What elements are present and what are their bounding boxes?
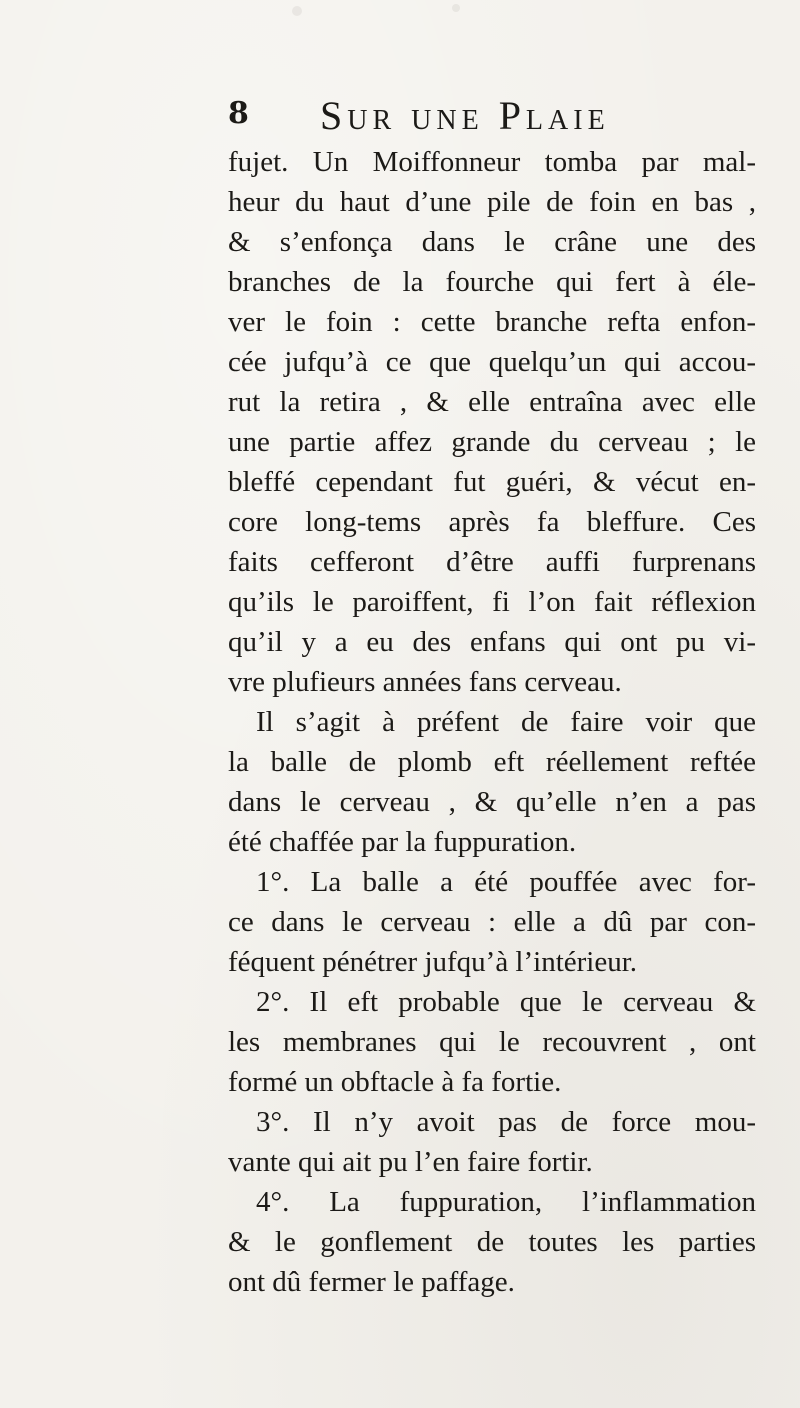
paper-smudge bbox=[292, 6, 302, 16]
text-line: 2°. Il eft probable que le cerveau & bbox=[256, 986, 756, 1018]
text-line: la balle de plomb eft réellement reftée bbox=[228, 746, 756, 778]
text-line: dans le cerveau , & qu’elle n’en a pas bbox=[228, 786, 756, 818]
page-header bbox=[228, 92, 748, 142]
text-line: ont dû fermer le paffage. bbox=[228, 1266, 515, 1298]
text-line: 3°. Il n’y avoit pas de force mou- bbox=[256, 1106, 756, 1138]
text-line: féquent pénétrer jufqu’à l’intérieur. bbox=[228, 946, 638, 978]
text-line: ce dans le cerveau : elle a dû par con- bbox=[228, 906, 756, 938]
page-number: 8 bbox=[228, 96, 249, 131]
text-line: core long-tems après fa bleffure. Ces bbox=[228, 506, 756, 538]
text-line: Il s’agit à préfent de faire voir que bbox=[256, 706, 756, 738]
text-line: formé un obftacle à fa fortie. bbox=[228, 1066, 562, 1098]
text-line: qu’ils le paroiffent, fi l’on fait réflexion bbox=[228, 586, 756, 618]
text-line: une partie affez grande du cerveau ; le bbox=[228, 426, 756, 458]
text-line: vante qui ait pu l’en faire fortir. bbox=[228, 1146, 593, 1178]
text-line: 1°. La balle a été pouffée avec for- bbox=[256, 866, 756, 898]
text-line: heur du haut d’une pile de foin en bas , bbox=[228, 186, 756, 218]
text-line: fujet. Un Moiffonneur tomba par mal- bbox=[228, 146, 756, 178]
text-line: cée jufqu’à ce que quelqu’un qui accou- bbox=[228, 346, 756, 378]
text-line: vre plufieurs années fans cerveau. bbox=[228, 666, 622, 698]
text-line: 4°. La fuppuration, l’inflammation bbox=[256, 1186, 756, 1218]
text-line: faits cefferont d’être auffi furprenans bbox=[228, 546, 756, 578]
text-line: bleffé cependant fut guéri, & vécut en- bbox=[228, 466, 756, 498]
text-line: & le gonflement de toutes les parties bbox=[228, 1226, 756, 1258]
paper-smudge bbox=[452, 4, 460, 12]
text-line: & s’enfonça dans le crâne une des bbox=[228, 226, 756, 258]
body-text bbox=[228, 142, 756, 1302]
text-line: été chaffée par la fuppuration. bbox=[228, 826, 577, 858]
text-line: rut la retira , & elle entraîna avec elle bbox=[228, 386, 756, 418]
text-line: branches de la fourche qui fert à éle- bbox=[228, 266, 756, 298]
text-line: qu’il y a eu des enfans qui ont pu vi- bbox=[228, 626, 756, 658]
running-title: Sur une Plaie bbox=[320, 93, 610, 138]
text-line: ver le foin : cette branche refta enfon- bbox=[228, 306, 756, 338]
text-line: les membranes qui le recouvrent , ont bbox=[228, 1026, 756, 1058]
